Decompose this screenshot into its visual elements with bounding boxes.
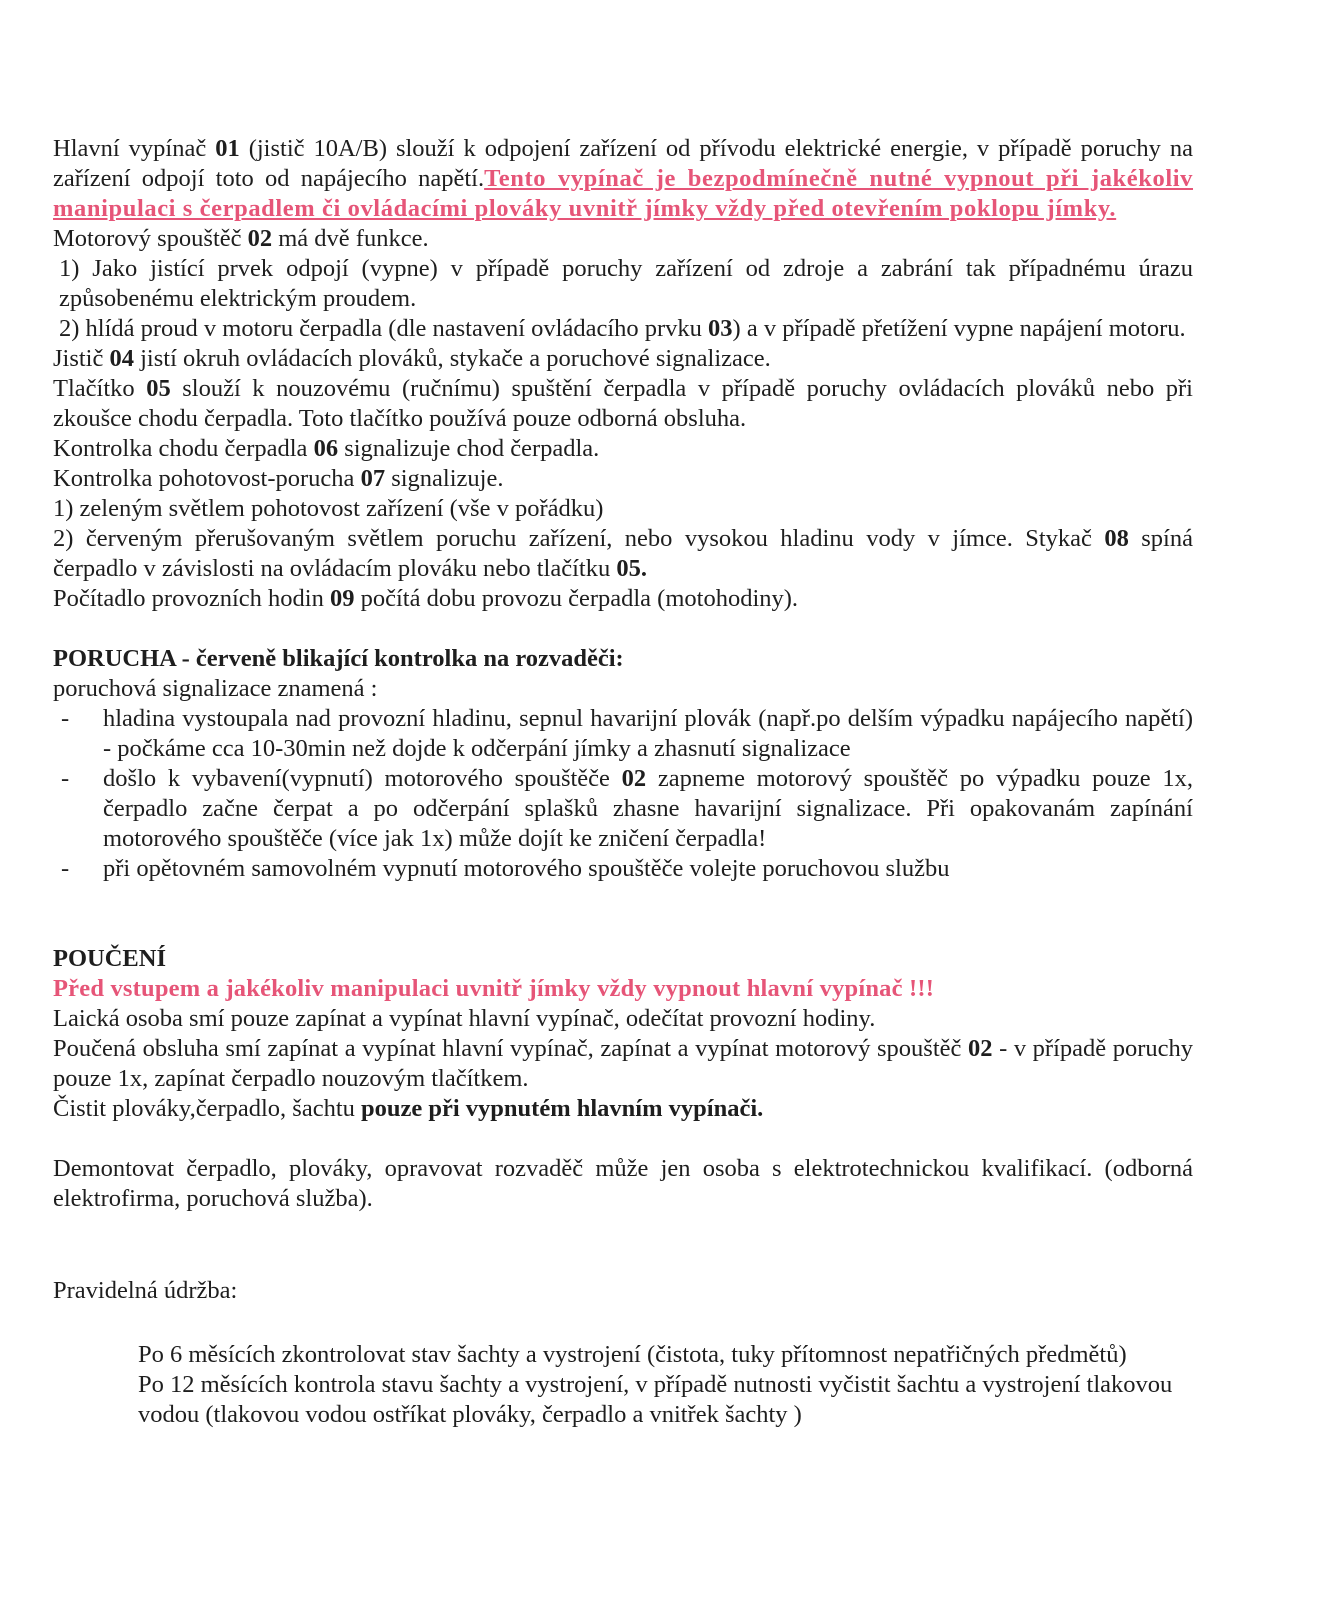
- component-number: 03: [708, 315, 733, 342]
- list-item: - hladina vystoupala nad provozní hladinu, sepnul havarijní plovák (např.po delším výpadku napájecího napětí) - počkáme cca 10-30min než dojde k odčerpání jímky a zhasnutí signalizace: [53, 704, 1193, 764]
- text-run: zapneme motorový spouštěč po výpadku pouze 1x, čerpadlo začne čerpat a po odčerpání splašků zhasne havarijní signalizace. Při opakovanám zapínání motorového spouštěče (více jak 1x) může dojít ke zničení čerpadla!: [103, 765, 1193, 852]
- motor-starter-function-1: 1) Jako jistící prvek odpojí (vypne) v případě poruchy zařízení od zdroje a zabrání tak případnému úrazu způsobenému elektrickým proudem.: [59, 255, 1193, 312]
- component-number: 02: [247, 225, 273, 252]
- maintenance-12-months: Po 12 měsících kontrola stavu šachty a vystrojení, v případě nutnosti vyčistit šachtu a vystrojení tlakovou vodou (tlakovou vodou ostříkat plováky, čerpadlo a vnitřek šachty ): [138, 1371, 1173, 1428]
- component-number: 08: [1104, 525, 1129, 552]
- motor-starter-paragraph: [53, 224, 1193, 254]
- text-run: počítá dobu provozu čerpadla (motohodiny).: [354, 585, 799, 612]
- breaker-paragraph: [53, 344, 1193, 374]
- spacer: [53, 1306, 1193, 1340]
- text-run: Jistič: [53, 345, 110, 372]
- text-run: (jistič 10A/B) slouží k odpojení zařízení od přívodu elektrické energie, v případě poruchy na zařízení odpojí toto od napájecího napětí.: [53, 135, 1193, 192]
- component-number: 02: [621, 765, 647, 792]
- spacer: [53, 1214, 1193, 1276]
- text-run: došlo k vybavení(vypnutí) motorového spouštěče: [103, 765, 622, 792]
- instruction-section-heading: POUČENÍ: [53, 945, 166, 972]
- text-run: signalizuje chod čerpadla.: [338, 435, 600, 462]
- component-number: 09: [329, 585, 355, 612]
- indicator-state-1: 1) zeleným světlem pohotovost zařízení (vše v pořádku): [53, 495, 604, 522]
- maintenance-heading: Pravidelná údržba:: [53, 1277, 238, 1304]
- cleaning-rule: [53, 1094, 1193, 1124]
- component-number: 07: [360, 465, 386, 492]
- main-switch-paragraph: [53, 134, 1193, 224]
- text-run: signalizuje.: [385, 465, 504, 492]
- text-run: Kontrolka pohotovost-porucha: [53, 465, 361, 492]
- motor-starter-function-2: [59, 314, 1193, 344]
- component-number: 01: [215, 135, 240, 162]
- component-number: 06: [313, 435, 339, 462]
- text-run: Hlavní vypínač: [53, 135, 216, 162]
- indicator-state-2: [53, 524, 1193, 584]
- emphasis-text: pouze při vypnutém hlavním vypínači.: [361, 1095, 764, 1122]
- spacer: [53, 1124, 1193, 1154]
- component-number: 02: [968, 1035, 993, 1062]
- hour-counter-paragraph: [53, 584, 1193, 614]
- text-run: Počítadlo provozních hodin: [53, 585, 330, 612]
- text-run: Motorový spouštěč: [53, 225, 248, 252]
- text-run: spíná čerpadlo v závislosti na ovládacím plováku nebo tlačítku: [53, 525, 1193, 582]
- fault-section-lead: poruchová signalizace znamená :: [53, 675, 378, 702]
- text-run: má dvě funkce.: [272, 225, 429, 252]
- text-run: Tlačítko: [53, 375, 147, 402]
- standby-fault-indicator-paragraph: [53, 464, 1193, 494]
- document-page: [53, 134, 1193, 1430]
- text-run: 2) červeným přerušovaným světlem poruchu zařízení, nebo vysokou hladinu vody v jímce. Stykač: [53, 525, 1105, 552]
- text-run: - v případě poruchy pouze 1x, zapínat čerpadlo nouzovým tlačítkem.: [53, 1035, 1193, 1092]
- text-run: Poučená obsluha smí zapínat a vypínat hlavní vypínač, zapínat a vypínat motorový spouštěč: [53, 1035, 968, 1062]
- trained-operator-rule: [53, 1034, 1193, 1094]
- text-run: Kontrolka chodu čerpadla: [53, 435, 314, 462]
- button-paragraph: [53, 374, 1193, 434]
- fault-section-heading: PORUCHA - červeně blikající kontrolka na rozvaděči:: [53, 645, 624, 672]
- main-switch-warning: Tento vypínač je bezpodmínečně nutné vypnout při jakékoliv manipulaci s čerpadlem či ovládacími plováky uvnitř jímky vždy před otevřením poklopu jímky.: [53, 165, 1193, 222]
- qualified-person-rule: Demontovat čerpadlo, plováky, opravovat rozvaděč může jen osoba s elektrotechnickou kvalifikací. (odborná elektrofirma, poruchová služba).: [53, 1155, 1193, 1212]
- list-item: [53, 764, 1193, 854]
- spacer: [53, 884, 1193, 944]
- component-number: 05.: [616, 555, 647, 582]
- text-run: 2) hlídá proud v motoru čerpadla (dle nastavení ovládacího prvku: [59, 315, 709, 342]
- list-item: - při opětovném samovolném vypnutí motorového spouštěče volejte poruchovou službu: [53, 854, 1193, 884]
- maintenance-6-months: Po 6 měsících zkontrolovat stav šachty a vystrojení (čistota, tuky přítomnost nepatřičných předmětů): [138, 1341, 1127, 1368]
- spacer: [53, 614, 1193, 644]
- fault-list: [53, 704, 1193, 884]
- component-number: 04: [109, 345, 134, 372]
- component-number: 05: [146, 375, 171, 402]
- text-run: slouží k nouzovému (ručnímu) spuštění čerpadla v případě poruchy ovládacích plováků nebo při zkoušce chodu čerpadla. Toto tlačítko používá pouze odborná obsluha.: [53, 375, 1193, 432]
- text-run: Čistit plováky,čerpadlo, šachtu: [53, 1095, 361, 1122]
- instruction-warning: Před vstupem a jakékoliv manipulaci uvnitř jímky vždy vypnout hlavní vypínač !!!: [53, 975, 935, 1002]
- run-indicator-paragraph: [53, 434, 1193, 464]
- layperson-rule: Laická osoba smí pouze zapínat a vypínat hlavní vypínač, odečítat provozní hodiny.: [53, 1005, 876, 1032]
- text-run: jistí okruh ovládacích plováků, stykače a poruchové signalizace.: [134, 345, 771, 372]
- text-run: ) a v případě přetížení vypne napájení motoru.: [732, 315, 1186, 342]
